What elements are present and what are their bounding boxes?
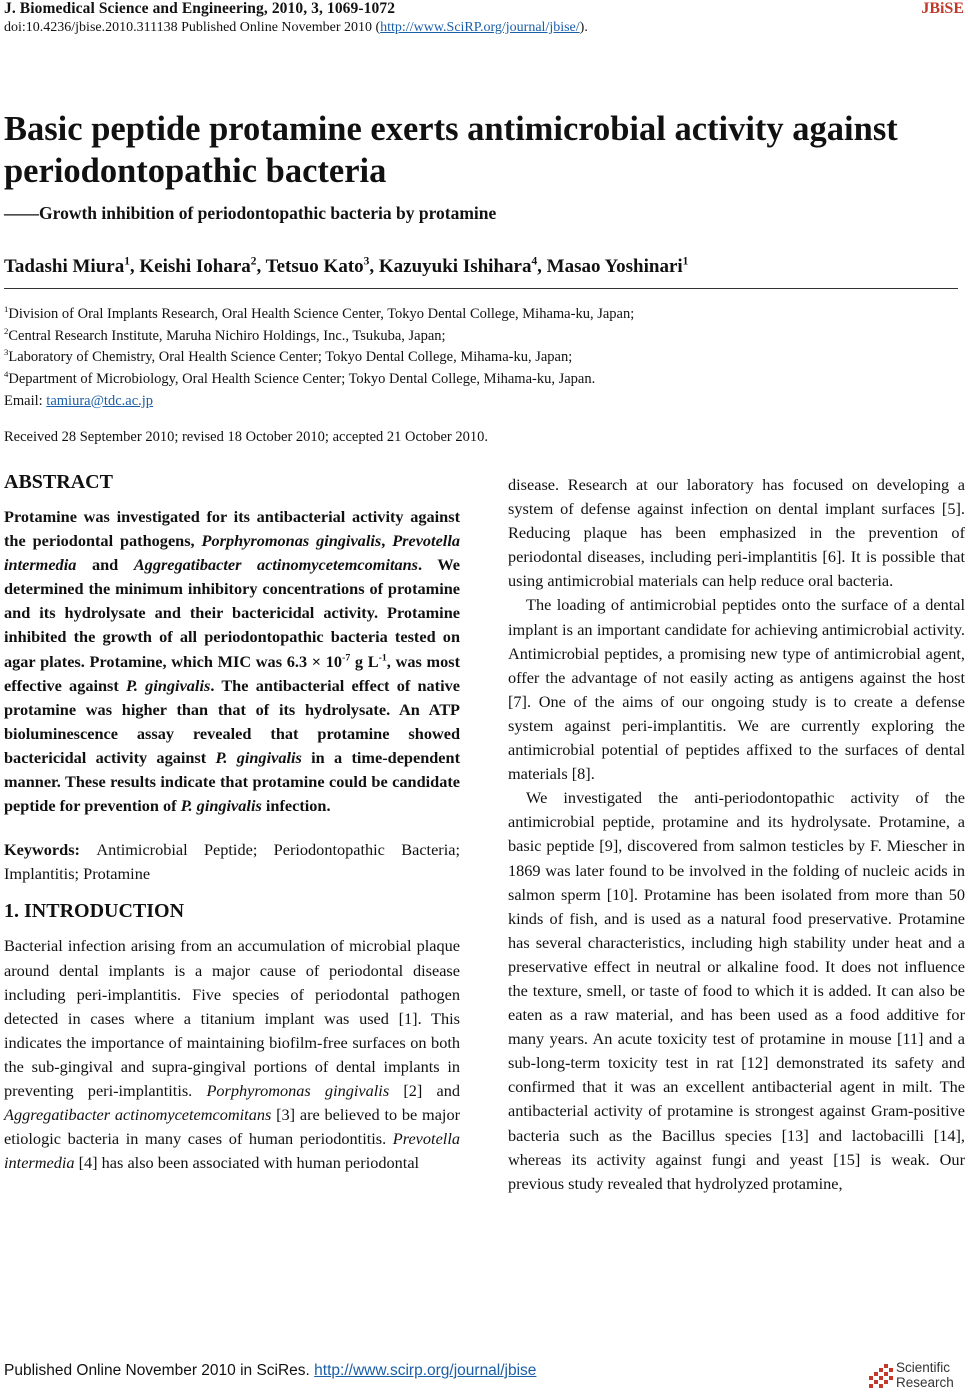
affiliation-list — [4, 304, 634, 413]
body-paragraph: We investigated the anti-periodontopathic activity of the antimicrobial peptide, protamine and its hydrolysate. Protamine, a basic peptide [9], discovered from salmon testicles by F. Miescher in 1869 was later found to be involved in the folding of nucleic acids in salmon sperm [10]. Protamine has been isolated from more than 50 kinds of fish, and is used as a natural food preservative. Protamine has several characteristics, including high stability under heat and a preservative effect in neutral or alkaline food. It does not influence the texture, smell, or taste of food to which it is added. It can also be eaten as a raw material, and has been used as a food additive for many years. An acute toxicity test of protamine in mouse [11] and a sub-long-term toxicity test in rat [12] demonstrated its safety and confirmed that it was an excellent antibacterial agent in milt. The antibacterial activity of protamine is strongest against Gram-positive bacteria such as the Bacillus species [13] and lactobacilli [14], whereas its activity against fungi and yeast [15] is weak. Our previous study revealed that hydrolyzed protamine, — [508, 788, 965, 1193]
species-name: Aggregatibacter actinomycetemcomitans — [133, 555, 419, 575]
introduction-paragraph — [4, 934, 460, 1175]
abstract-heading: ABSTRACT — [4, 471, 113, 493]
author-name: Kazuyuki Ishihara — [378, 256, 532, 277]
affiliation-text: Laboratory of Chemistry, Oral Health Science Center; Tokyo Dental College, Mihama-ku, Japan; — [8, 349, 573, 366]
abstract-body — [4, 505, 460, 818]
affiliation-text: Division of Oral Implants Research, Oral Health Science Center, Tokyo Dental College, Mihama-ku, Japan; — [8, 306, 635, 322]
exponent: -1 — [378, 652, 387, 664]
author-name: Tetsuo Kato — [265, 256, 364, 277]
footer-text: Published Online November 2010 in SciRes. — [4, 1362, 315, 1379]
doi-text: doi:10.4236/jbise.2010.311138 Published Online November 2010 ( — [4, 20, 381, 35]
body-text: [4] has also been associated with human periodontal — [74, 1153, 420, 1173]
species-name: P. gingivalis — [180, 796, 262, 816]
abstract-text: in a time-dependent manner. These results indicate that protamine could be candidate peptide for prevention of — [4, 747, 461, 816]
species-name: Aggregatibacter actinomycetemcomitans — [4, 1105, 272, 1125]
abstract-text: infection. — [261, 796, 331, 816]
author-name: Masao Yoshinari — [546, 256, 683, 277]
affiliation-item — [4, 304, 634, 326]
body-paragraph: disease. Research at our laboratory has focused on developing a system of defense against infection on dental implant surfaces [5]. Reducing plaque has been emphasized in the prevention of periodontal diseases, including peri-implantitis [6]. It is possible that using antimicrobial materials can help reduce oral bacteria. — [508, 475, 965, 591]
author-affiliation-marker: 3 — [363, 255, 370, 268]
doi-suffix: ). — [579, 20, 588, 35]
species-name: P. gingivalis — [126, 675, 211, 695]
exponent: -7 — [342, 652, 351, 664]
body-text: [2] and — [389, 1080, 461, 1100]
species-name: Prevotella intermedia — [4, 1129, 460, 1173]
abstract-text: and — [76, 555, 134, 575]
author-separator: , — [129, 256, 140, 277]
author-separator: , — [537, 256, 547, 277]
email-label: Email: — [4, 392, 47, 409]
journal-abbreviation: JBiSE — [921, 0, 964, 17]
article-subtitle: ——Growth inhibition of periodontopathic bacteria by protamine — [4, 203, 497, 223]
affiliation-marker: 4 — [4, 369, 9, 380]
species-name: Porphyromonas gingivalis — [201, 531, 382, 551]
keywords-label: Keywords: — [4, 840, 97, 860]
affiliation-marker: 2 — [4, 325, 9, 336]
footer — [4, 1362, 536, 1380]
author-separator: , — [256, 256, 266, 277]
logo-line: Research — [896, 1375, 954, 1390]
body-text: [3] are believed to be major etiologic bacteria in many cases of human periodontitis. — [4, 1105, 461, 1149]
journal-citation: J. Biomedical Science and Engineering, 2010, 3, 1069-1072 — [4, 0, 396, 17]
affiliation-item — [4, 326, 634, 348]
author-separator: , — [369, 256, 379, 277]
affiliation-text: Central Research Institute, Maruha Nichiro Holdings, Inc., Tsukuba, Japan; — [8, 327, 446, 344]
received-dates: Received 28 September 2010; revised 18 October 2010; accepted 21 October 2010. — [4, 429, 488, 445]
affiliation-marker: 3 — [4, 347, 9, 358]
header-divider — [4, 288, 958, 289]
doi-line — [4, 20, 588, 36]
publisher-logo — [866, 1360, 966, 1394]
email-link[interactable]: tamiura@tdc.ac.jp — [46, 392, 154, 409]
affiliation-item — [4, 369, 634, 391]
affiliation-marker: 1 — [4, 304, 9, 315]
article-title: Basic peptide protamine exerts antimicrobial activity against periodontopathic bacteria — [4, 110, 898, 190]
species-name: Prevotella intermedia — [4, 531, 460, 575]
abstract-text: , was most effective against — [4, 651, 460, 695]
abstract-text: . We determined the minimum inhibitory concentrations of protamine and its hydrolysate and their bactericidal activity. Protamine inhibited the growth of all periodontopathic bacteria tested on agar plates. Protamine, which MIC was 6.3 × 10 — [4, 555, 460, 671]
footer-link[interactable]: http://www.scirp.org/journal/jbise — [314, 1362, 537, 1379]
author-affiliation-marker: 1 — [682, 255, 689, 268]
right-column — [508, 473, 965, 1196]
author-list — [4, 256, 688, 278]
journal-url-link[interactable]: http://www.SciRP.org/journal/jbise/ — [380, 20, 580, 35]
affiliation-text: Department of Microbiology, Oral Health Science Center; Tokyo Dental College, Mihama-ku, Japan. — [8, 371, 596, 388]
affiliation-item — [4, 347, 634, 369]
abstract-text: g L — [350, 651, 379, 671]
email-line — [4, 391, 634, 413]
logo-text — [896, 1360, 954, 1390]
abstract-text: Protamine was investigated for its antibacterial activity against the periodontal pathogens, — [4, 507, 460, 551]
left-column — [4, 469, 460, 1175]
author-affiliation-marker: 2 — [250, 255, 257, 268]
abstract-text: , — [381, 531, 393, 551]
introduction-heading: 1. INTRODUCTION — [4, 900, 185, 923]
abstract-text: . The antibacterial effect of native protamine was higher than that of its hydrolysate. An ATP bioluminescence assay revealed that protamine showed bactericidal activity against — [4, 675, 460, 767]
species-name: Porphyromonas gingivalis — [206, 1080, 390, 1100]
species-name: P. gingivalis — [215, 747, 302, 767]
logo-line: Scientific — [896, 1360, 951, 1375]
body-text: Bacterial infection arising from an accumulation of microbial plaque around dental implants is a major cause of periodontal disease including peri-implantitis. Five species of periodontal pathogen detected in cases where a titanium implant was used [1]. This indicates the importance of maintaining biofilm-free surfaces on both the sub-gingival and supra-gingival portions of dental implants in preventing peri-implantitis. — [4, 936, 460, 1100]
author-name: Tadashi Miura — [4, 256, 125, 277]
author-affiliation-marker: 4 — [531, 255, 538, 268]
body-paragraph: The loading of antimicrobial peptides onto the surface of a dental implant is an important candidate for achieving antimicrobial activity. Antimicrobial peptides, a promising new type of antimicrobial agent, offer the advantage of not easily acting as antigens against the host [7]. One of the aims of our ongoing study is to create a defense system against peri-implantitis. We are currently exploring the antimicrobial potential of peptides affixed to the surfaces of dental materials [8]. — [508, 595, 965, 784]
scientific-research-logo-icon — [866, 1362, 896, 1392]
author-affiliation-marker: 1 — [124, 255, 130, 268]
author-name: Keishi Iohara — [139, 256, 251, 277]
keywords — [4, 838, 460, 886]
keywords-text: Antimicrobial Peptide; Periodontopathic Bacteria; Implantitis; Protamine — [4, 840, 460, 884]
